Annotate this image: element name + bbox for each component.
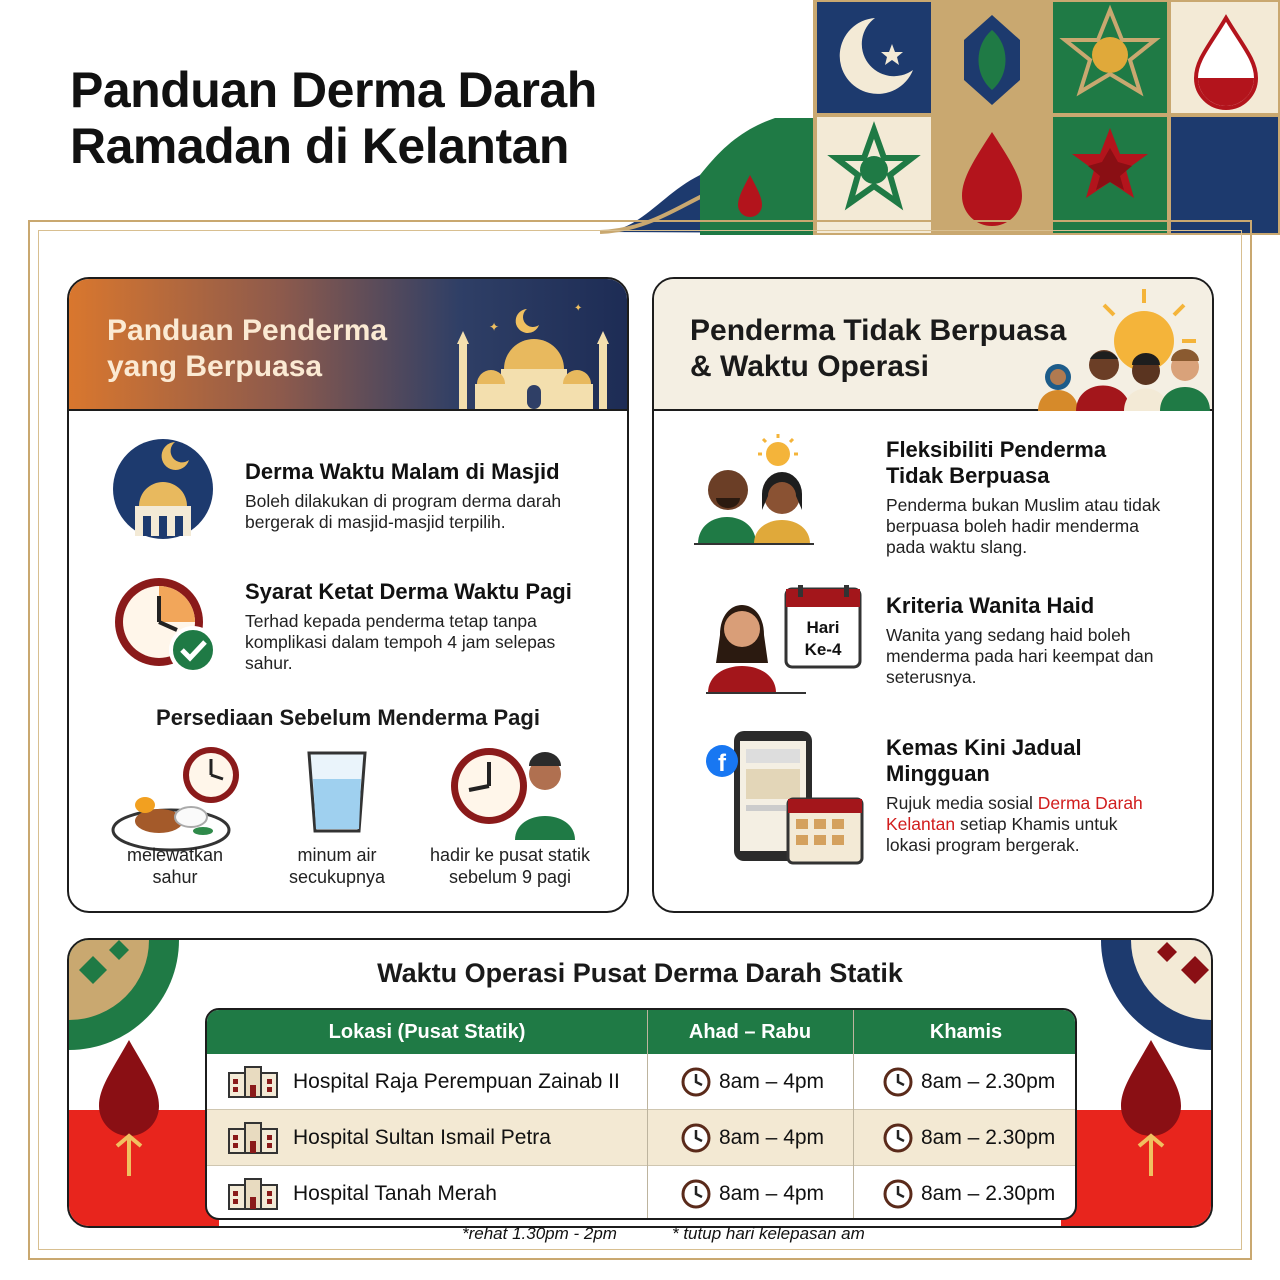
flex-donor-text-line: pada waktu slang. [886,537,1028,557]
night-mosque-text-line: bergerak di masjid-masjid terpilih. [245,512,506,532]
menstruation-heading [886,593,1094,619]
non-fasting-banner-title [690,313,1066,385]
header-thursday: Khamis [929,1021,1003,1043]
morning-rules-heading: Syarat Ketat Derma Waktu Pagi [245,579,572,604]
flex-donor-heading-line: Fleksibiliti Penderma [886,437,1107,462]
sun-wed-hours: 8am – 4pm [719,1126,825,1149]
banner-title-line1: Penderma Tidak Berpuasa [690,314,1067,347]
night-mosque-text [245,491,561,533]
fasting-donor-card [67,277,629,913]
meal-clock-icon [111,745,243,855]
clock-icon [681,1179,711,1209]
prep-caption-line: sebelum 9 pagi [448,867,572,887]
weekly-update-text [886,793,1143,856]
weekly-update-text-line [886,793,1143,814]
menstruation-text-line: menderma pada hari keempat dan [886,646,1154,666]
calendar-text-line1: Hari [806,618,840,637]
prep-caption-line: minum air [297,845,377,865]
static-center-schedule-card [67,938,1213,1228]
mosque-silhouette-icon [449,289,629,409]
clock-person-icon [449,744,581,840]
menstruation-text-line: seterusnya. [886,667,977,687]
weekly-update-text-line [886,814,1143,835]
clock-icon [883,1179,913,1209]
page-title-line2: Ramadan di Kelantan [70,118,569,174]
donors-sun-icon [694,434,814,546]
prep-caption-line: hadir ke pusat statik [429,845,591,865]
clock-icon [681,1123,711,1153]
table-row [207,1054,1075,1109]
prep-caption-line: secukupnya [288,867,386,887]
header-sun-wed: Ahad – Rabu [688,1021,812,1043]
calendar-text-line2: Ke-4 [804,640,842,659]
phone-facebook-calendar-icon [706,729,866,865]
non-fasting-banner [654,279,1212,411]
thursday-hours: 8am – 2.30pm [921,1070,1056,1093]
prep-caption-water [267,844,407,888]
flex-donor-heading-line: Tidak Berpuasa [886,463,1050,488]
morning-rules-text-line: komplikasi dalam tempoh 4 jam selepas [245,632,556,652]
morning-rules-text-line: sahur. [245,653,293,673]
banner-title-line2: & Waktu Operasi [690,350,929,383]
flex-donor-text [886,495,1160,558]
schedule-table [205,1008,1077,1220]
night-mosque-text-line: Boleh dilakukan di program derma darah [245,491,562,511]
derma-darah-kelantan-link[interactable]: Derma Darah [1037,793,1143,813]
weekly-update-text-prefix: Rujuk media sosial [886,793,1033,813]
banner-title-line2: yang Berpuasa [107,350,323,383]
location-name: Hospital Sultan Ismail Petra [293,1126,551,1149]
sun-people-icon [1034,285,1214,411]
menstruation-text-line: Wanita yang sedang haid boleh [886,625,1131,645]
location-name: Hospital Raja Perempuan Zainab II [293,1070,620,1093]
weekly-update-text-line: lokasi program bergerak. [886,835,1080,855]
column-divider [647,1010,648,1218]
flex-donor-heading [886,437,1106,489]
non-fasting-donor-card [652,277,1214,913]
clock-icon [681,1067,711,1097]
weekly-update-heading [886,735,1082,787]
thursday-hours: 8am – 2.30pm [921,1126,1056,1149]
morning-rules-text-line: Terhad kepada penderma tetap tanpa [245,611,537,631]
prep-caption-arrive [415,844,605,888]
fasting-donor-banner [69,279,627,411]
prep-title: Persediaan Sebelum Menderma Pagi [156,705,540,730]
svg-text:f: f [718,750,726,777]
night-mosque-heading: Derma Waktu Malam di Masjid [245,459,560,484]
thursday-hours: 8am – 2.30pm [921,1182,1056,1205]
page-title [70,62,597,174]
weekly-update-heading-line: Mingguan [886,761,990,786]
weekly-update-heading-line: Kemas Kini Jadual [886,735,1082,760]
islamic-tile-decoration [600,0,1280,235]
hospital-building-icon [227,1177,279,1211]
public-holiday-note: * tutup hari kelepasan am [672,1224,865,1243]
schedule-table-header [207,1010,1075,1054]
clock-icon [883,1067,913,1097]
derma-darah-kelantan-link[interactable]: Kelantan [886,814,956,834]
header-location: Lokasi (Pusat Statik) [328,1021,526,1043]
weekly-update-text-suffix: setiap Khamis untuk [959,814,1118,834]
table-row [207,1166,1075,1220]
clock-icon [883,1123,913,1153]
prep-caption-late-sahur [105,844,245,888]
column-divider [853,1010,854,1218]
location-name: Hospital Tanah Merah [293,1182,497,1205]
menstruation-heading-line: Kriteria Wanita Haid [886,593,1095,618]
fasting-donor-banner-title [107,313,387,385]
sun-wed-hours: 8am – 4pm [719,1182,825,1205]
sun-wed-hours: 8am – 4pm [719,1070,825,1093]
morning-rules-text [245,611,555,674]
prep-caption-line: melewatkan [126,845,224,865]
hospital-building-icon [227,1065,279,1099]
table-row [207,1110,1075,1165]
flex-donor-text-line: berpuasa boleh hadir menderma [886,516,1139,536]
clock-check-icon [109,574,219,674]
break-time-note: *rehat 1.30pm - 2pm [462,1224,617,1243]
svg-text:✦: ✦ [574,303,583,314]
woman-calendar-icon [706,585,866,695]
prep-caption-line: sahur [152,867,198,887]
svg-text:✦: ✦ [489,320,500,334]
flex-donor-text-line: Penderma bukan Muslim atau tidak [886,495,1161,515]
mosque-night-icon [109,434,217,544]
schedule-title: Waktu Operasi Pusat Derma Darah Statik [377,958,903,988]
water-glass-icon [305,749,369,835]
hospital-building-icon [227,1121,279,1155]
page-title-line1: Panduan Derma Darah [70,62,597,118]
menstruation-text [886,625,1154,688]
banner-title-line1: Panduan Penderma [107,314,388,347]
